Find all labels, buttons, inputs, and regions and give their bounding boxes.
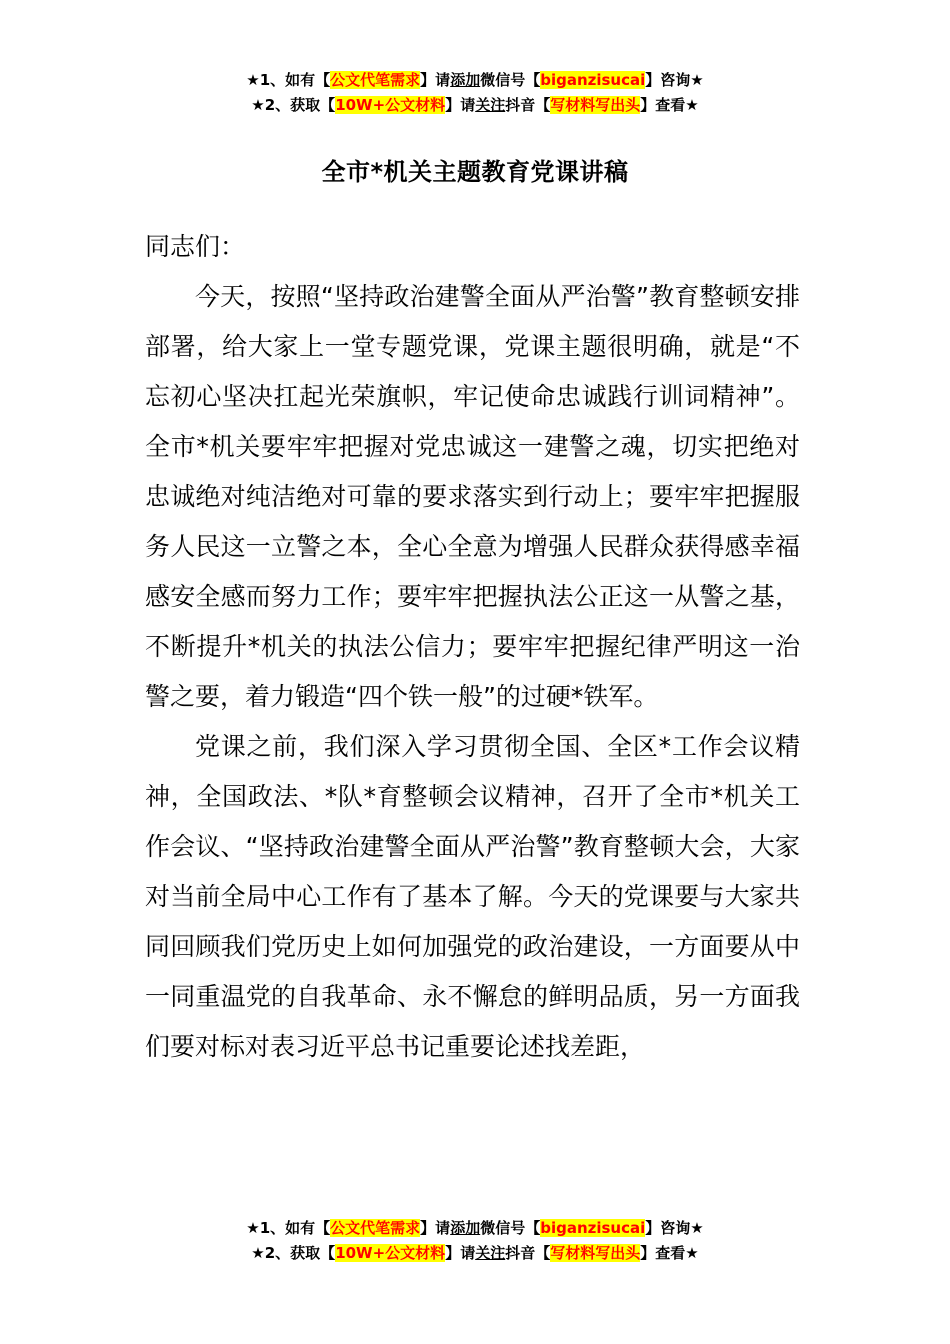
footer-banner [0,1216,950,1266]
banner-text: 】请 [445,1244,476,1262]
banner-text: 抖音【 [505,96,551,114]
banner-text: 】咨询★ [645,71,704,89]
banner-text: 抖音【 [505,1244,551,1262]
banner-text: 】咨询★ [645,1219,704,1237]
highlight-service: 公文代笔需求 [330,1219,421,1237]
salutation: 同志们： [145,232,246,261]
highlight-service: 公文代笔需求 [330,71,421,89]
document-title: 全市*机关主题教育党课讲稿 [321,158,629,186]
banner-text: 】查看★ [640,1244,699,1262]
banner-emphasis: 关注 [475,1244,506,1262]
banner-text: ★1、如有【 [246,1219,331,1237]
banner-line-1 [0,68,950,93]
banner-text: ★2、获取【 [251,96,336,114]
banner-line-2 [0,93,950,118]
banner-text: ★2、获取【 [251,1244,336,1262]
banner-text: ★1、如有【 [246,71,331,89]
banner-emphasis: 添加 [450,71,481,89]
highlight-douyin: 写材料写出头 [550,1244,641,1262]
highlight-wechat-id: biganzisucai [540,1219,646,1237]
highlight-douyin: 写材料写出头 [550,96,641,114]
banner-text: 微信号【 [480,71,541,89]
banner-text: 】请 [420,71,451,89]
banner-text: 】请 [445,96,476,114]
banner-line-1 [0,1216,950,1241]
highlight-wechat-id: biganzisucai [540,71,646,89]
banner-text: 】请 [420,1219,451,1237]
paragraph-1: 今天，按照“坚持政治建警全面从严治警”教育整顿安排部署，给大家上一堂专题党课，党课主题很明确，就是“不忘初心坚决扛起光荣旗帜，牢记使命忠诚践行训词精神”。全市*机关要牢牢把握对党忠诚这一建警之魂，切实把绝对忠诚绝对纯洁绝对可靠的要求落实到行动上；要牢牢把握服务人民这一立警之本，全心全意为增强人民群众获得感幸福感安全感而努力工作；要牢牢把握执法公正这一从警之基，不断提升*机关的执法公信力；要牢牢把握纪律严明这一治警之要，着力锻造“四个铁一般”的过硬*铁军。 [145,282,800,711]
paragraph-2: 党课之前，我们深入学习贯彻全国、全区*工作会议精神，全国政法、*队*育整顿会议精神，召开了全市*机关工作会议、“坚持政治建警全面从严治警”教育整顿大会，大家对当前全局中心工作有了基本了解。今天的党课要与大家共同回顾我们党历史上如何加强党的政治建设，一方面要从中一同重温党的自我革命、永不懈怠的鲜明品质，另一方面我们要对标对表习近平总书记重要论述找差距， [145,732,800,1061]
header-banner [0,68,950,118]
document-body [145,222,800,1072]
banner-text: 】查看★ [640,96,699,114]
banner-text: 微信号【 [480,1219,541,1237]
highlight-materials: 10W+公文材料 [335,96,446,114]
banner-line-2 [0,1241,950,1266]
banner-emphasis: 关注 [475,96,506,114]
banner-emphasis: 添加 [450,1219,481,1237]
highlight-materials: 10W+公文材料 [335,1244,446,1262]
